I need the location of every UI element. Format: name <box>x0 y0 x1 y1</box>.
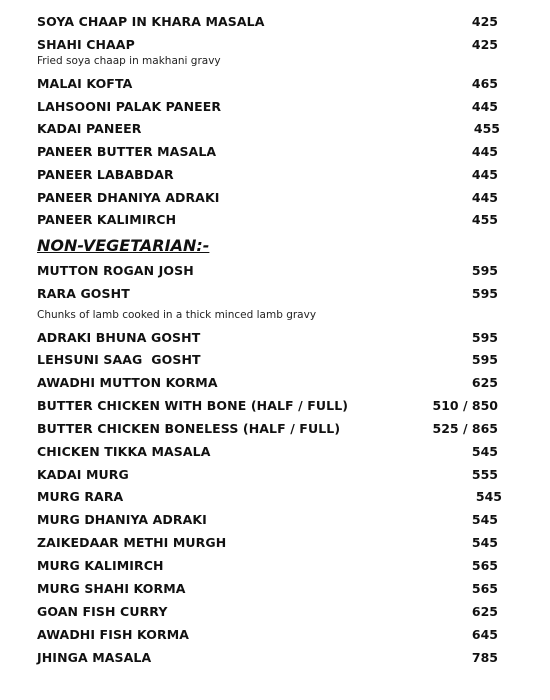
menu-item-name: LAHSOONI PALAK PANEER <box>37 99 222 114</box>
menu-item-price: 455 <box>471 212 498 227</box>
menu-item-price: 545 <box>471 444 498 459</box>
menu-item-price: 625 <box>471 375 498 390</box>
menu-item-name: PANEER BUTTER MASALA <box>37 144 217 159</box>
menu-item-name: SHAHI CHAAP <box>37 37 135 52</box>
menu-item-price: 445 <box>471 144 498 159</box>
menu-item-name: KADAI MURG <box>37 467 129 482</box>
menu-item-name: AWADHI MUTTON KORMA <box>37 375 218 390</box>
menu-item-price: 455 <box>473 121 500 136</box>
menu-item-name: MURG KALIMIRCH <box>37 558 164 573</box>
menu-item-name: KADAI PANEER <box>37 121 142 136</box>
menu-item-name: AWADHI FISH KORMA <box>37 627 190 642</box>
menu-item-price: 425 <box>471 37 498 52</box>
menu-item-description: Fried soya chaap in makhani gravy <box>37 55 221 67</box>
menu-item-price: 565 <box>471 558 498 573</box>
menu-item-name: GOAN FISH CURRY <box>37 604 168 619</box>
menu-item-price: 625 <box>471 604 498 619</box>
menu-item-name: MALAI KOFTA <box>37 76 133 91</box>
menu-item-name: MURG RARA <box>37 489 124 504</box>
menu-item-name: LEHSUNI SAAG GOSHT <box>37 352 201 367</box>
menu-item-price: 445 <box>471 167 498 182</box>
menu-item-name: ZAIKEDAAR METHI MURGH <box>37 535 227 550</box>
menu-item-name: PANEER LABABDAR <box>37 167 174 182</box>
menu-item-name: ADRAKI BHUNA GOSHT <box>37 330 201 345</box>
menu-item-name: RARA GOSHT <box>37 286 130 301</box>
menu-item-price: 645 <box>471 627 498 642</box>
menu-item-price: 545 <box>471 512 498 527</box>
menu-item-name: MUTTON ROGAN JOSH <box>37 263 194 278</box>
menu-item-name: BUTTER CHICKEN WITH BONE (HALF / FULL) <box>37 398 349 413</box>
menu-item-price: 465 <box>471 76 498 91</box>
menu-item-price: 510 / 850 <box>432 398 498 413</box>
menu-item-price: 545 <box>471 535 498 550</box>
menu-item-price: 595 <box>471 352 498 367</box>
menu-item-name: CHICKEN TIKKA MASALA <box>37 444 211 459</box>
menu-item-name: MURG SHAHI KORMA <box>37 581 186 596</box>
menu-item-name: MURG DHANIYA ADRAKI <box>37 512 207 527</box>
section-heading: NON-VEGETARIAN:- <box>37 236 210 255</box>
menu-item-name: JHINGA MASALA <box>37 650 152 665</box>
menu-item-price: 595 <box>471 263 498 278</box>
menu-item-name: PANEER KALIMIRCH <box>37 212 177 227</box>
menu-item-price: 785 <box>471 650 498 665</box>
menu-item-price: 595 <box>471 330 498 345</box>
menu-item-name: BUTTER CHICKEN BONELESS (HALF / FULL) <box>37 421 341 436</box>
menu-item-price: 425 <box>471 14 498 29</box>
menu-item-price: 595 <box>471 286 498 301</box>
menu-item-price: 445 <box>471 99 498 114</box>
menu-item-price: 445 <box>471 190 498 205</box>
menu-item-price: 555 <box>471 467 498 482</box>
menu-item-price: 525 / 865 <box>432 421 498 436</box>
menu-item-description: Chunks of lamb cooked in a thick minced lamb gravy <box>37 309 317 321</box>
menu-item-name: SOYA CHAAP IN KHARA MASALA <box>37 14 265 29</box>
menu-item-price: 545 <box>475 489 502 504</box>
menu-item-name: PANEER DHANIYA ADRAKI <box>37 190 220 205</box>
menu-item-price: 565 <box>471 581 498 596</box>
